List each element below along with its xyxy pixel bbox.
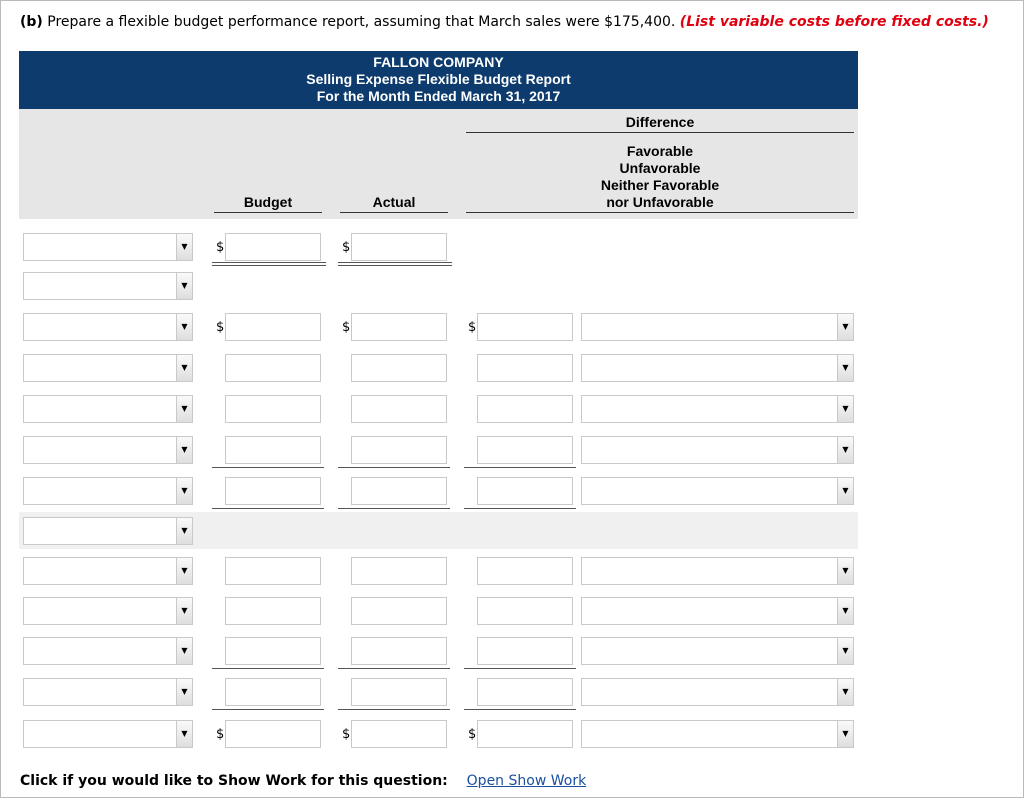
line-item-select-7[interactable] xyxy=(23,477,193,505)
show-work-prompt: Click if you would like to Show Work for this question: xyxy=(20,773,448,789)
dropdown-arrow-icon: ▼ xyxy=(176,598,192,624)
dropdown-arrow-icon: ▼ xyxy=(176,437,192,463)
favorability-select-3[interactable] xyxy=(581,313,854,341)
difference-input-4[interactable] xyxy=(477,354,573,382)
currency-symbol: $ xyxy=(216,727,225,742)
line-item-select-6[interactable] xyxy=(23,436,193,464)
difference-underline-12 xyxy=(464,709,576,710)
dropdown-arrow-icon: ▼ xyxy=(176,518,192,544)
actual-header: Actual xyxy=(372,194,416,210)
question-text xyxy=(20,14,989,30)
actual-input-13[interactable] xyxy=(351,720,447,748)
dropdown-arrow-icon: ▼ xyxy=(837,721,853,747)
currency-symbol: $ xyxy=(216,240,225,255)
budget-input-9[interactable] xyxy=(225,557,321,585)
line-item-select-1[interactable] xyxy=(23,233,193,261)
favorability-select-9[interactable] xyxy=(581,557,854,585)
dropdown-arrow-icon: ▼ xyxy=(176,638,192,664)
currency-symbol: $ xyxy=(342,320,351,335)
dropdown-arrow-icon: ▼ xyxy=(176,314,192,340)
currency-symbol: $ xyxy=(216,320,225,335)
actual-input-12[interactable] xyxy=(351,678,447,706)
line-item-select-11[interactable] xyxy=(23,637,193,665)
dropdown-arrow-icon: ▼ xyxy=(176,679,192,705)
line-item-select-9[interactable] xyxy=(23,557,193,585)
dropdown-arrow-icon: ▼ xyxy=(837,679,853,705)
actual-underline-12 xyxy=(338,709,450,710)
dropdown-arrow-icon: ▼ xyxy=(837,558,853,584)
favorability-select-5[interactable] xyxy=(581,395,854,423)
actual-input-4[interactable] xyxy=(351,354,447,382)
difference-underline-6 xyxy=(464,467,576,468)
favorability-select-10[interactable] xyxy=(581,597,854,625)
line-item-select-13[interactable] xyxy=(23,720,193,748)
difference-underline-11 xyxy=(464,668,576,669)
budget-input-10[interactable] xyxy=(225,597,321,625)
dropdown-arrow-icon: ▼ xyxy=(176,396,192,422)
actual-header-rule xyxy=(340,212,448,213)
dropdown-arrow-icon: ▼ xyxy=(176,273,192,299)
difference-input-5[interactable] xyxy=(477,395,573,423)
budget-underline-11 xyxy=(212,668,324,669)
company-name: FALLON COMPANY xyxy=(373,54,504,70)
dropdown-arrow-icon: ▼ xyxy=(837,314,853,340)
dropdown-arrow-icon: ▼ xyxy=(176,234,192,260)
budget-header-rule xyxy=(214,212,322,213)
line-item-select-10[interactable] xyxy=(23,597,193,625)
currency-symbol: $ xyxy=(342,727,351,742)
difference-input-13[interactable] xyxy=(477,720,573,748)
option-unfavorable: Unfavorable xyxy=(619,160,701,176)
dropdown-arrow-icon: ▼ xyxy=(176,478,192,504)
actual-underline-6 xyxy=(338,467,450,468)
favorability-select-13[interactable] xyxy=(581,720,854,748)
actual-input-1[interactable] xyxy=(351,233,447,261)
actual-underline-7 xyxy=(338,508,450,509)
budget-input-5[interactable] xyxy=(225,395,321,423)
difference-options xyxy=(466,143,854,211)
currency-symbol: $ xyxy=(342,240,351,255)
actual-double-underline-1 xyxy=(338,262,452,266)
line-item-select-5[interactable] xyxy=(23,395,193,423)
actual-input-5[interactable] xyxy=(351,395,447,423)
difference-input-6[interactable] xyxy=(477,436,573,464)
dropdown-arrow-icon: ▼ xyxy=(837,437,853,463)
actual-input-3[interactable] xyxy=(351,313,447,341)
budget-input-13[interactable] xyxy=(225,720,321,748)
difference-input-10[interactable] xyxy=(477,597,573,625)
dropdown-arrow-icon: ▼ xyxy=(176,355,192,381)
question-note: (List variable costs before fixed costs.) xyxy=(679,14,989,30)
report-title: Selling Expense Flexible Budget Report xyxy=(306,71,571,87)
budget-input-3[interactable] xyxy=(225,313,321,341)
dropdown-arrow-icon: ▼ xyxy=(837,638,853,664)
option-favorable: Favorable xyxy=(626,143,694,159)
budget-underline-12 xyxy=(212,709,324,710)
difference-input-9[interactable] xyxy=(477,557,573,585)
option-nor-unfavorable: nor Unfavorable xyxy=(606,194,714,210)
show-work-footer xyxy=(20,773,586,789)
actual-input-7[interactable] xyxy=(351,477,447,505)
budget-input-4[interactable] xyxy=(225,354,321,382)
budget-double-underline-1 xyxy=(212,262,326,266)
line-item-select-12[interactable] xyxy=(23,678,193,706)
difference-underline-7 xyxy=(464,508,576,509)
difference-header: Difference xyxy=(625,114,695,130)
difference-input-3[interactable] xyxy=(477,313,573,341)
dropdown-arrow-icon: ▼ xyxy=(837,598,853,624)
actual-input-10[interactable] xyxy=(351,597,447,625)
line-item-select-8[interactable] xyxy=(23,517,193,545)
difference-input-7[interactable] xyxy=(477,477,573,505)
report-period: For the Month Ended March 31, 2017 xyxy=(316,88,561,104)
line-item-select-4[interactable] xyxy=(23,354,193,382)
option-neither: Neither Favorable xyxy=(600,177,720,193)
currency-symbol: $ xyxy=(468,320,477,335)
dropdown-arrow-icon: ▼ xyxy=(837,478,853,504)
question-label: (b) xyxy=(20,14,43,30)
difference-input-11[interactable] xyxy=(477,637,573,665)
budget-input-11[interactable] xyxy=(225,637,321,665)
favorability-select-6[interactable] xyxy=(581,436,854,464)
currency-symbol: $ xyxy=(468,727,477,742)
difference-input-12[interactable] xyxy=(477,678,573,706)
dropdown-arrow-icon: ▼ xyxy=(176,721,192,747)
favorability-select-12[interactable] xyxy=(581,678,854,706)
difference-options-rule xyxy=(466,212,854,213)
actual-input-9[interactable] xyxy=(351,557,447,585)
dropdown-arrow-icon: ▼ xyxy=(837,355,853,381)
open-show-work-link[interactable]: Open Show Work xyxy=(466,773,587,789)
line-item-select-3[interactable] xyxy=(23,313,193,341)
line-item-select-2[interactable] xyxy=(23,272,193,300)
question-body: Prepare a flexible budget performance report, assuming that March sales were $175,400. xyxy=(47,14,676,30)
budget-input-12[interactable] xyxy=(225,678,321,706)
dropdown-arrow-icon: ▼ xyxy=(176,558,192,584)
favorability-select-4[interactable] xyxy=(581,354,854,382)
budget-input-6[interactable] xyxy=(225,436,321,464)
budget-input-1[interactable] xyxy=(225,233,321,261)
favorability-select-11[interactable] xyxy=(581,637,854,665)
budget-underline-6 xyxy=(212,467,324,468)
dropdown-arrow-icon: ▼ xyxy=(837,396,853,422)
budget-header: Budget xyxy=(243,194,293,210)
budget-underline-7 xyxy=(212,508,324,509)
actual-input-11[interactable] xyxy=(351,637,447,665)
actual-underline-11 xyxy=(338,668,450,669)
budget-input-7[interactable] xyxy=(225,477,321,505)
actual-input-6[interactable] xyxy=(351,436,447,464)
favorability-select-7[interactable] xyxy=(581,477,854,505)
report-title-bar xyxy=(19,51,858,109)
difference-header-rule xyxy=(466,132,854,133)
